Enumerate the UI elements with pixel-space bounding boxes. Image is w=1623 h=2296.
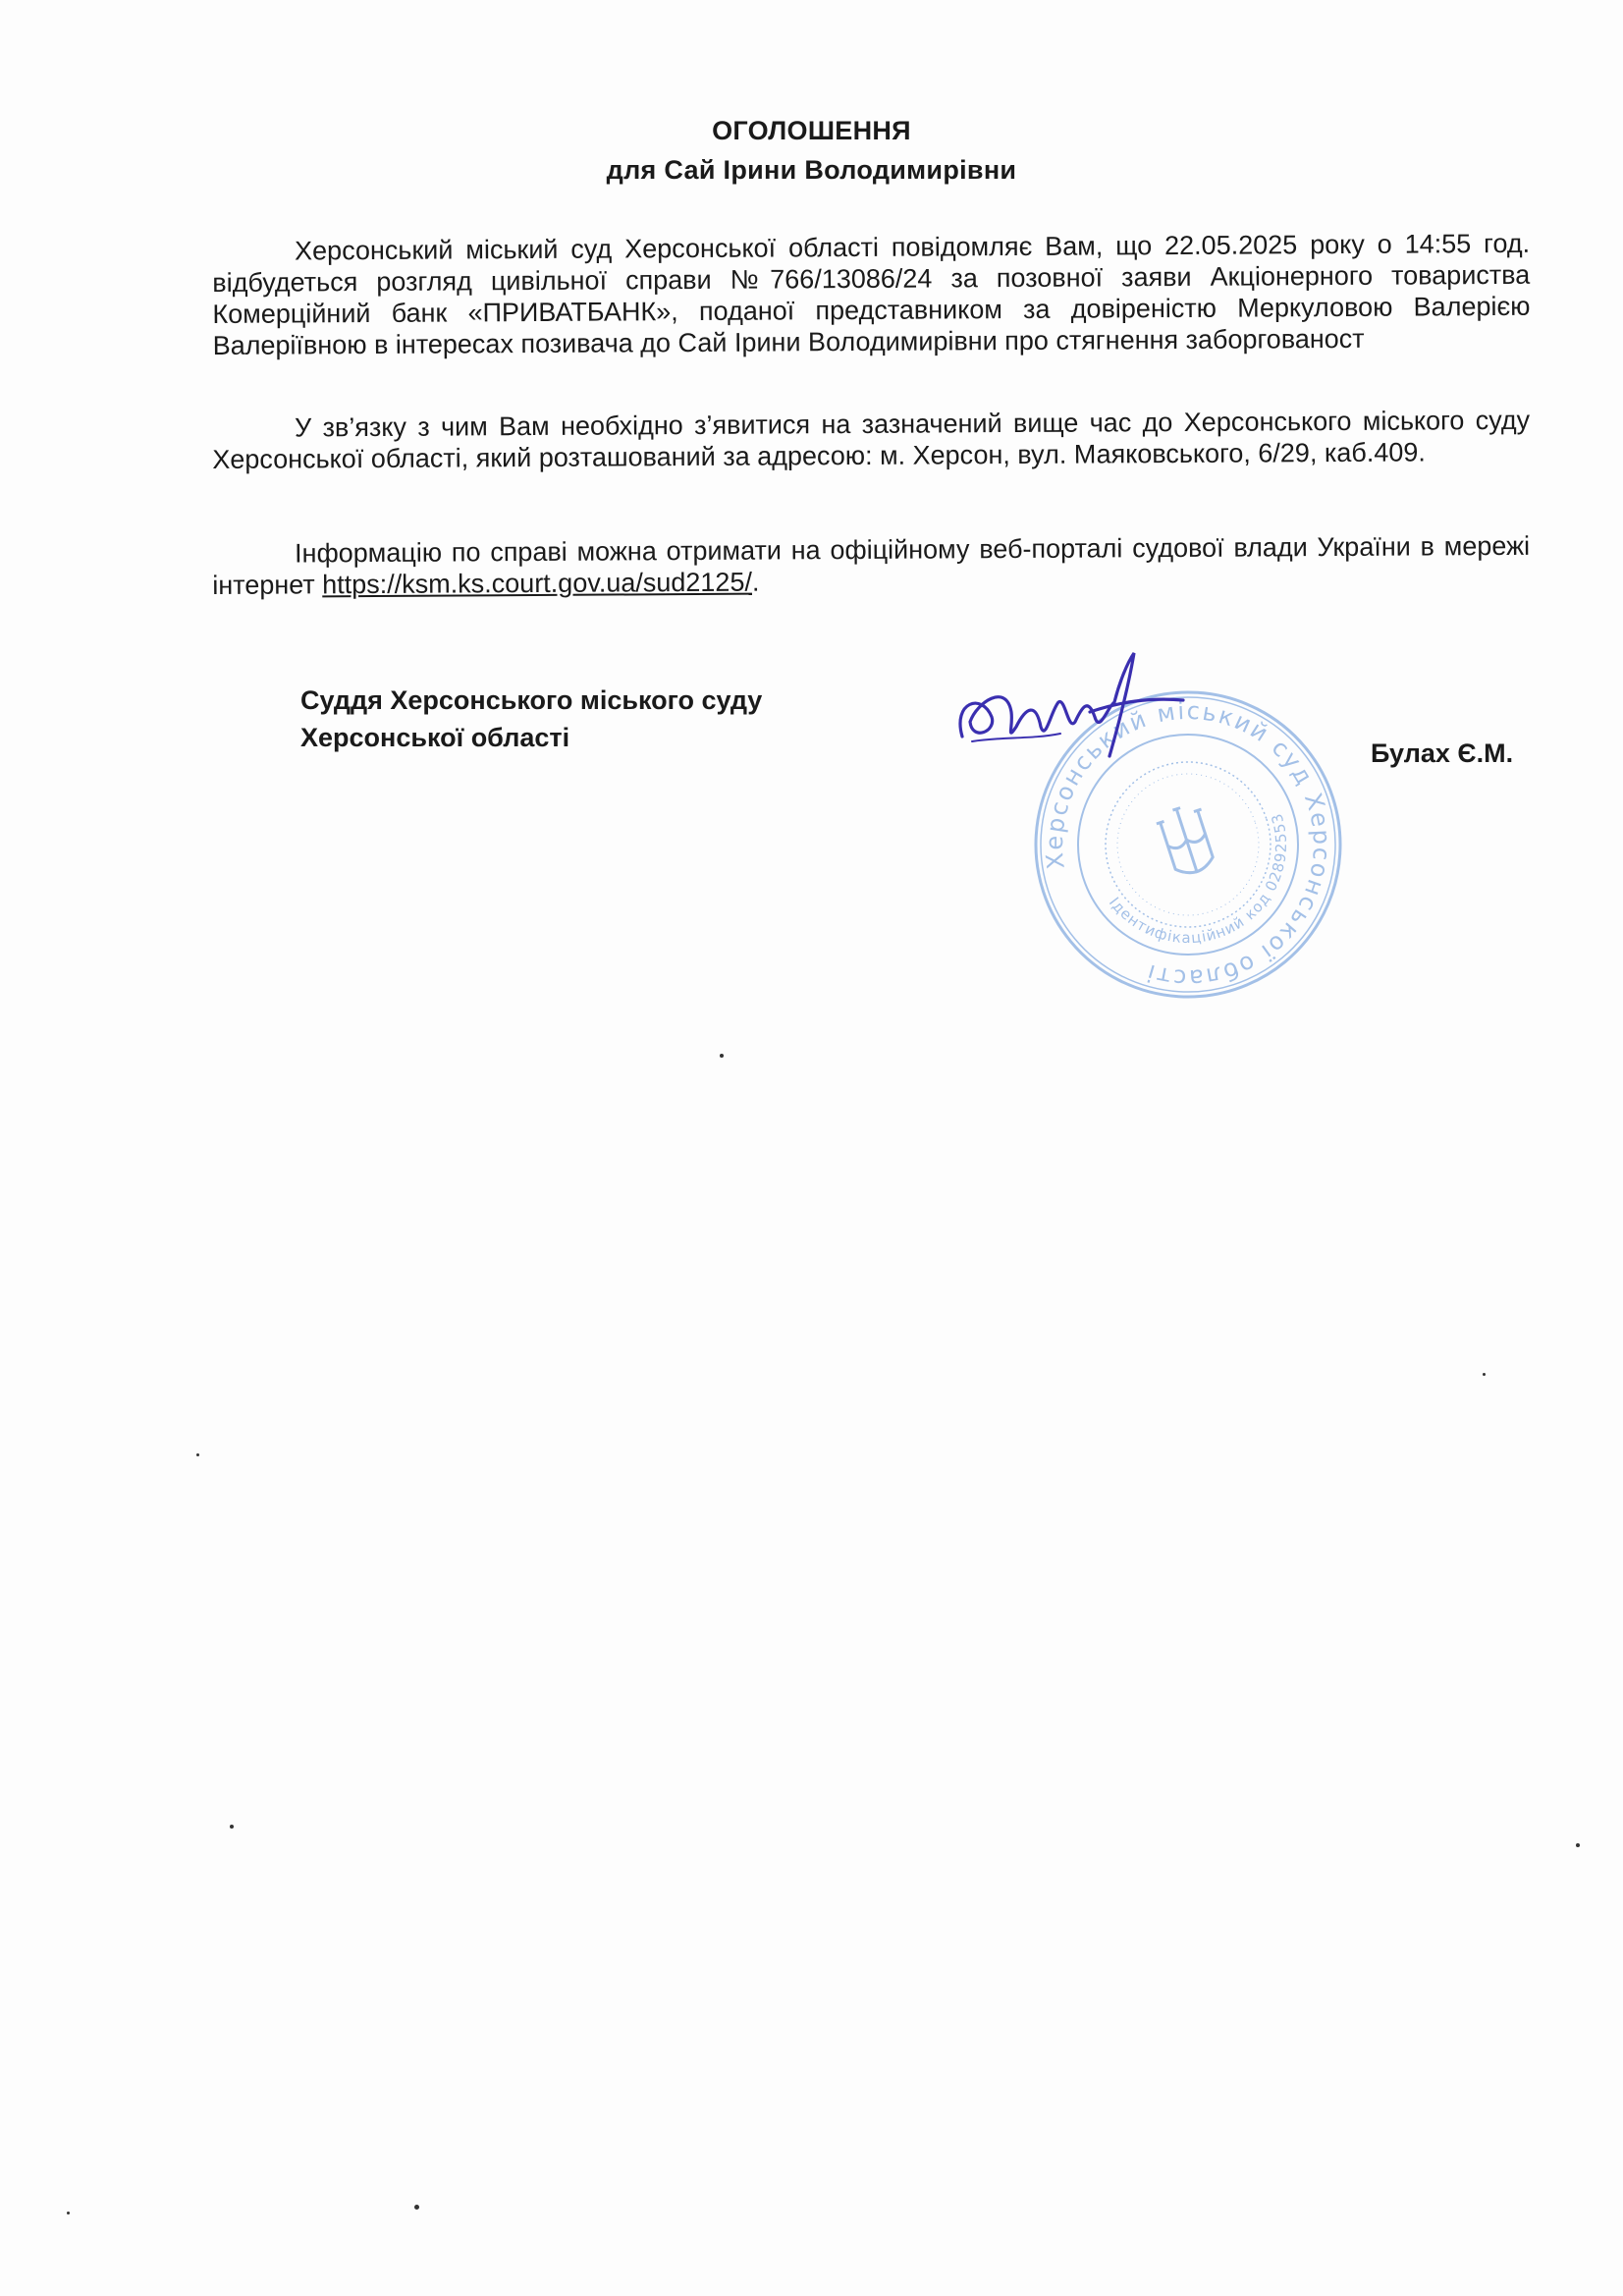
judge-position-line1: Суддя Херсонського міського суду: [300, 685, 763, 715]
scan-speck: [720, 1054, 724, 1058]
judge-signature: [952, 643, 1188, 771]
paragraph-appearance-request: У зв’язку з чим Вам необхідно з’явитися на зазначений вище час до Херсонського міського суду Херсонської області, який розташований за адресою: м. Херсон, вул. Маяковського, 6/29, каб.409.: [212, 405, 1531, 474]
stamp-inner-text: Ідентифікаційний код 02892553: [1105, 810, 1291, 948]
document-subtitle: для Сай Ірини Володимирівни: [606, 155, 1017, 185]
paragraph-info-portal: [212, 530, 1530, 601]
info-portal-text: Інформацію по справі можна отримати на офіційному веб-порталі судової влади України в мережі інтернет: [212, 530, 1531, 600]
document-title: ОГОЛОШЕННЯ: [712, 116, 911, 145]
scan-speck: [1483, 1373, 1486, 1376]
scan-speck: [230, 1825, 234, 1829]
scan-speck: [1576, 1843, 1580, 1847]
scan-speck: [196, 1453, 199, 1456]
judge-position: [300, 682, 762, 756]
court-portal-link[interactable]: https://ksm.ks.court.gov.ua/sud2125/: [322, 567, 753, 600]
judge-name: Булах Є.М.: [1371, 738, 1514, 768]
judge-position-line2: Херсонської області: [300, 723, 570, 752]
paragraph-hearing-notice: Херсонський міський суд Херсонської області повідомляє Вам, що 22.05.2025 року о 14:55 год. відбудеться розгляд цивільної справи №766/13086/24 за позовної заяви Акціонерного товариства Комерційний банк «ПРИВАТБАНК», поданої представником за довіреністю Меркуловою Валерією Валеріївною в інтересах позивача до Сай Ірини Володимирівни про стягнення заборгованост: [212, 228, 1531, 360]
scan-speck: [414, 2205, 419, 2210]
scan-speck: [67, 2212, 70, 2214]
trident-emblem-icon: [1154, 801, 1219, 880]
info-portal-suffix: .: [751, 567, 760, 597]
stamp-outer-text: Херсонський міський суд Херсонської області: [1040, 696, 1336, 993]
